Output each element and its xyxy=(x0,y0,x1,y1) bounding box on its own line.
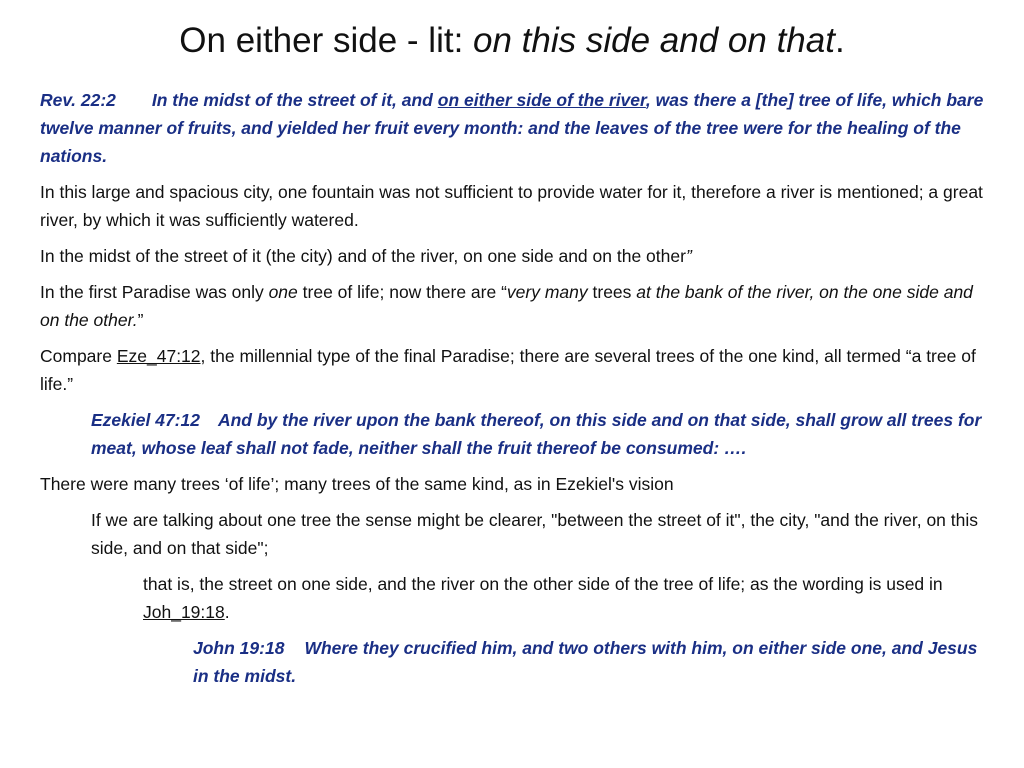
text-run: , the millennial type of the final Paradise; there are several trees of the one kind, all termed “a tree of life.” xyxy=(40,346,976,394)
paragraph-many-trees: There were many trees ‘of life’; many trees of the same kind, as in Ezekiel's vision xyxy=(40,474,674,494)
john-19-18-text: Where they crucified him, and two others with him, on either side one, and Jesus in the midst. xyxy=(193,638,978,686)
italic-run: one xyxy=(268,282,298,302)
text-run: tree of life; now there are “ xyxy=(297,282,507,302)
paragraph-midst-close-quote: ” xyxy=(685,246,692,266)
paragraph-compare xyxy=(40,342,990,398)
text-run: Compare xyxy=(40,346,117,366)
text-run: . xyxy=(224,602,230,622)
rev-22-2-underlined: on either side of the river xyxy=(437,90,646,110)
text-run: that is, the street on one side, and the river on the other side of the tree of life; as the wording is used in xyxy=(143,574,943,594)
ezekiel-47-12-ref: Ezekiel 47:12 xyxy=(91,410,200,430)
title-italic: on this side and on that xyxy=(473,21,835,60)
paragraph-midst-of-street xyxy=(40,242,990,270)
paragraph-street-one-side xyxy=(143,570,990,626)
italic-run: at the bank of the river, on the one side and on the other. xyxy=(40,282,973,330)
eze-47-12-link[interactable]: Eze_47:12 xyxy=(116,346,201,366)
joh-19-18-link[interactable]: Joh_19:18 xyxy=(143,602,225,622)
title-plain: On either side - lit: xyxy=(179,21,474,60)
slide-title xyxy=(0,18,1024,64)
italic-run: very many xyxy=(506,282,588,302)
paragraph-spacious-city: In this large and spacious city, one fountain was not sufficient to provide water for it, therefore a river is mentioned; a great river, by which it was sufficiently watered. xyxy=(40,182,983,230)
paragraph-first-paradise xyxy=(40,278,990,334)
paragraph-midst-text: In the midst of the street of it (the city) and of the river, on one side and on the other xyxy=(40,246,686,266)
ezekiel-47-12-text: And by the river upon the bank thereof, on this side and on that side, shall grow all trees for meat, whose leaf shall not fade, neither shall the fruit thereof be consumed: …. xyxy=(91,410,982,458)
john-19-18-quote xyxy=(193,634,990,690)
slide-body xyxy=(40,86,990,698)
text-run: trees xyxy=(587,282,637,302)
rev-22-2-post: , was there a [the] tree of life, which bare twelve manner of fruits, and yielded her fruit every month: and the leaves of the tree were for the healing of the nations. xyxy=(40,90,984,166)
john-19-18-ref: John 19:18 xyxy=(193,638,285,658)
text-run: In the first Paradise was only xyxy=(40,282,269,302)
ezekiel-47-12-quote xyxy=(91,406,990,462)
text-run: ” xyxy=(137,310,144,330)
rev-22-2-ref: Rev. 22:2 xyxy=(40,90,116,110)
rev-22-2-pre: In the midst of the street of it, and xyxy=(151,90,438,110)
paragraph-one-tree: If we are talking about one tree the sense might be clearer, "between the street of it", the city, "and the river, on this side, and on that side"; xyxy=(91,510,979,558)
title-end: . xyxy=(834,21,845,60)
rev-22-2-quote xyxy=(40,86,990,170)
